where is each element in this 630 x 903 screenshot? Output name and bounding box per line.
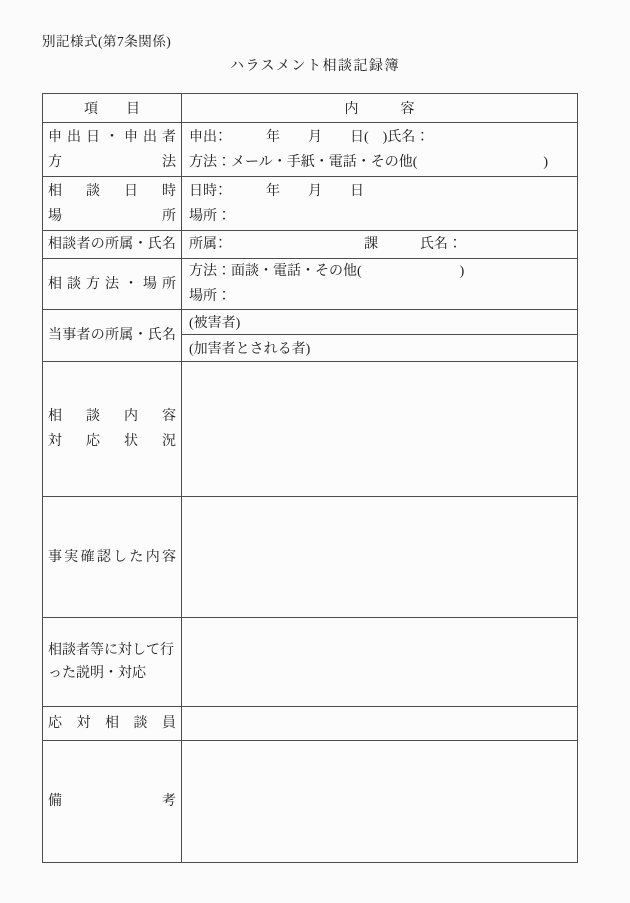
content-line: 場所： [189,289,231,304]
document-title: ハラスメント相談記録簿 [229,59,401,74]
row-consultation-details [43,362,578,497]
row-confirmed-facts [43,497,578,618]
content-line: (被害者) [189,316,241,331]
label-line: 場 所 [48,208,176,224]
label-consulter-affiliation-name [43,231,182,259]
content-parties-alleged-harasser [182,335,578,362]
content-consult-method-place [182,259,578,310]
label-line: 応 対 相 談 員 [48,716,176,731]
label-line: 申 出 日 ・ 申 出 者 [48,129,176,145]
label-explanation-given [43,618,182,707]
row-consult-datetime-place [43,177,578,231]
content-confirmed-facts [182,497,578,618]
label-line: 当 事 者 の 所 属 ・ 氏 名 [48,328,176,343]
row-consulter-affiliation-name [43,231,578,259]
label-line: 事 実 確 認 し た 内 容 [48,549,176,565]
content-remarks [182,741,578,863]
label-line: 相 談 日 時 [48,183,176,199]
header-row [43,94,578,123]
header-content-cell: 内 容 [182,94,578,123]
label-remarks [43,741,182,863]
label-confirmed-facts [43,497,182,618]
content-line: 日時： 年 月 日 [189,183,364,199]
content-consulter-affiliation-name [182,231,578,259]
content-line: 場所： [189,208,231,224]
label-line: 相談者等に対して行った説明・対応 [48,643,174,681]
content-line: 申出： 年 月 日( )氏名： [189,129,430,145]
content-consultation-details-response-status [182,362,578,497]
label-consult-datetime-place [43,177,182,231]
label-line: 相 談 方 法 ・ 場 所 [48,276,176,292]
content-parties-victim [182,310,578,335]
label-parties-affiliation-name [43,310,182,362]
label-consult-method-place [43,259,182,310]
content-line: 所属： 課 氏名： [189,237,462,252]
content-consult-datetime-place [182,177,578,231]
row-application [43,123,578,177]
label-line: 対 応 状 況 [48,434,176,449]
row-consult-method-place [43,259,578,310]
label-line: 方 法 [48,154,176,170]
label-application [43,123,182,177]
header-item-cell: 項 目 [43,94,182,123]
content-line: 方法：メール・手紙・電話・その他( ) [189,154,549,170]
label-line: 相 談 者 の 所 属 ・ 氏 名 [48,237,176,252]
content-line: (加害者とされる者) [189,342,311,357]
form-note: 別記様式(第7条関係) [42,34,172,49]
row-remarks [43,741,578,863]
content-explanation-given [182,618,578,707]
row-responding-counselor [43,707,578,741]
label-line: 備 考 [48,794,176,809]
row-explanation-given [43,618,578,707]
content-line: 方法：面談・電話・その他( ) [189,264,465,279]
content-application [182,123,578,177]
content-responding-counselor [182,707,578,741]
label-line: 相 談 内 容 [48,409,176,424]
label-consultation-details-response-status [43,362,182,497]
record-table [42,93,578,863]
label-responding-counselor [43,707,182,741]
row-parties-victim [43,310,578,335]
